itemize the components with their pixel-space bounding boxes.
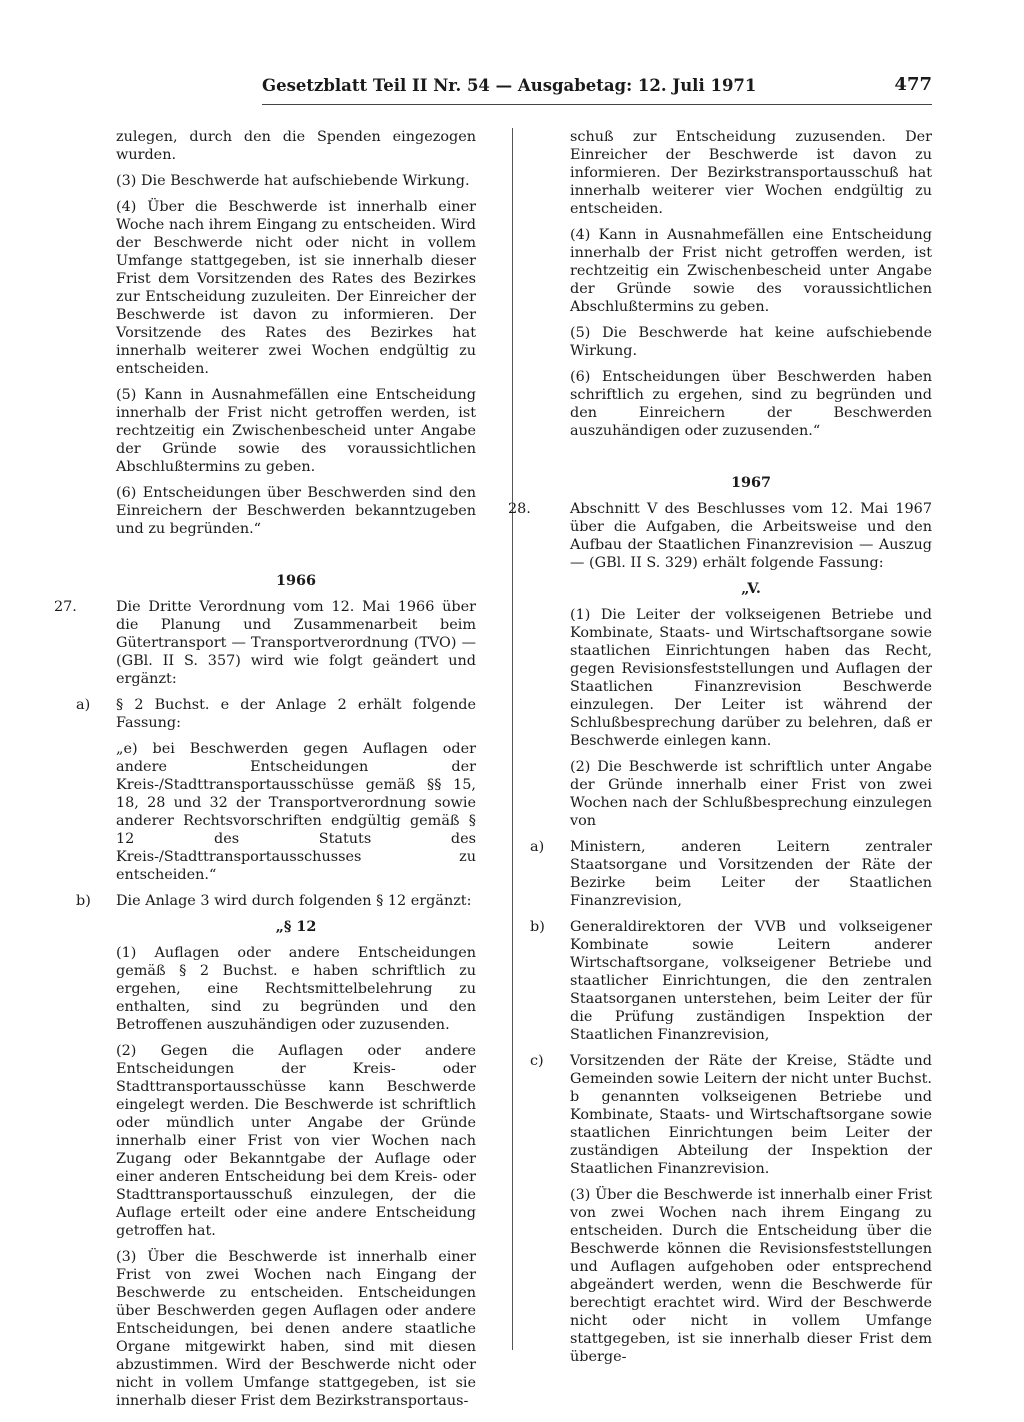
year-heading: 1966 [275,572,317,589]
list-item [54,598,476,688]
sub-item-b [76,892,476,910]
paragraph: (4) Kann in Ausnahmefällen eine Entscheidung innerhalb der Frist nicht getroffen werden, ist rechtzeitig ein Zwischenbescheid unter Angabe der Gründe sowie des voraussichtlichen Abschlußtermins zu geben. [570,227,932,315]
left-column [54,128,476,1418]
section-heading: „§ 12 [275,918,317,935]
paragraph: (3) Über die Beschwerde ist innerhalb einer Frist von zwei Wochen nach ihrem Eingang zu entscheiden. Durch die Entscheidung über die Beschwerde können die Revisionsfeststellungen und Auflagen aufgehoben oder entsprechend abgeändert werden, wenn die Beschwerde für berechtigt erachtet wird. Wird der Beschwerde nicht oder nicht in vollem Umfange stattgegeben, ist sie innerhalb dieser Frist dem überge- [570,1187,932,1365]
paragraph: (1) Auflagen oder andere Entscheidungen gemäß § 2 Buchst. e haben schriftlich zu ergehen, eine Rechtsmittelbelehrung zu enthalten, sind zu begründen und den Betroffenen auszuhändigen oder zuzusenden. [116,945,476,1033]
paragraph: (3) Über die Beschwerde ist innerhalb einer Frist von zwei Wochen nach Eingang der Beschwerde zu entscheiden. Entscheidungen über Beschwerden gegen Auflagen oder andere Entscheidungen, bei denen andere staatliche Organe mitgewirkt haben, sind mit diesen abzustimmen. Wird der Beschwerde nicht oder nicht in vollem Umfange stattgegeben, ist sie innerhalb dieser Frist dem Bezirkstransportaus- [116,1249,476,1409]
sub-label: a) [76,697,91,713]
gazette-title: Gesetzblatt Teil II Nr. 54 — Ausgabetag: 12. Juli 1971 [262,76,757,95]
sub-text: Die Anlage 3 wird durch folgenden § 12 ergänzt: [116,893,472,909]
paragraph: (6) Entscheidungen über Beschwerden sind den Einreichern der Beschwerden bekanntzugeben und zu begründen.“ [116,485,476,537]
item-number: 28. [508,501,531,517]
sub-text: Vorsitzenden der Räte der Kreise, Städte und Gemeinden sowie Leitern der nicht unter Buchst. b genannten volkseigenen Betriebe und Kombinate, Staats- und Wirtschaftsorgane sowie staatlichen Einrichtungen beim Leiter der zuständigen Abteilung der Inspektion der Staatlichen Finanzrevision. [570,1053,932,1177]
paragraph: (2) Gegen die Auflagen oder andere Entscheidungen der Kreis- oder Stadttransportausschüsse kann Beschwerde eingelegt werden. Die Beschwerde ist schriftlich oder mündlich unter Angabe der Gründe innerhalb einer Frist von vier Wochen nach Zugang oder Bekanntgabe der Auflage oder einer anderen Entscheidung bei dem Kreis- oder Stadttransportausschuß einzulegen, der die Auflage erteilt oder eine andere Entscheidung getroffen hat. [116,1043,476,1239]
sub-label: b) [76,893,91,909]
page-number: 477 [894,74,932,95]
sub-item-b [530,918,932,1044]
paragraph: (5) Kann in Ausnahmefällen eine Entscheidung innerhalb der Frist nicht getroffen werden, ist rechtzeitig ein Zwischenbescheid unter Angabe der Gründe sowie des voraussichtlichen Abschlußtermins zu geben. [116,387,476,475]
paragraph: (6) Entscheidungen über Beschwerden haben schriftlich zu ergehen, sind zu begründen und den Einreichern der Beschwerden auszuhändigen oder zuzusenden.“ [570,369,932,439]
paragraph: (4) Über die Beschwerde ist innerhalb einer Woche nach ihrem Eingang zu entscheiden. Wird der Beschwerde nicht oder nicht in vollem Umfange stattgegeben, ist sie innerhalb dieser Frist dem Vorsitzenden des Rates des Bezirkes zur Entscheidung zuzuleiten. Der Einreicher der Beschwerde ist davon zu informieren. Der Vorsitzende des Rates des Bezirkes hat innerhalb weiterer zwei Wochen endgültig zu entscheiden. [116,199,476,377]
column-divider [512,128,513,1350]
paragraph: (2) Die Beschwerde ist schriftlich unter Angabe der Gründe innerhalb einer Frist von zwei Wochen nach der Schlußbesprechung einzulegen von [570,759,932,829]
sub-text: § 2 Buchst. e der Anlage 2 erhält folgende Fassung: [116,697,476,731]
paragraph: (3) Die Beschwerde hat aufschiebende Wirkung. [116,173,470,189]
paragraph: (1) Die Leiter der volkseigenen Betriebe und Kombinate, Staats- und Wirtschaftsorgane sowie staatlichen Einrichtungen haben das Recht, gegen Revisionsfeststellungen und Auflagen der Staatlichen Finanzrevision Beschwerde einzulegen. Der Leiter ist während der Schlußbesprechung darüber zu belehren, daß er Beschwerde einlegen kann. [570,607,932,749]
page-header [262,74,932,104]
sub-text: Ministern, anderen Leitern zentraler Staatsorgane und Vorsitzenden der Räte der Bezirke beim Leiter der Staatlichen Finanzrevision, [570,839,932,909]
sub-item-a [76,696,476,884]
sub-label: a) [530,839,545,855]
paragraph: schuß zur Entscheidung zuzusenden. Der Einreicher der Beschwerde ist davon zu informieren. Der Bezirkstransportausschuß hat innerhalb weiterer vier Wochen endgültig zu entscheiden. [570,129,932,217]
item-number: 27. [54,599,77,615]
list-item [508,500,932,572]
sub-label: b) [530,919,545,935]
sub-text: Generaldirektoren der VVB und volkseigener Kombinate sowie Leitern anderer Wirtschaftsorgane, volkseigener Betriebe und staatlicher Einrichtungen, die den zentralen Staatsorganen unterstehen, beim Leiter der für die Prüfung zuständigen Inspektion der Staatlichen Finanzrevision, [570,919,932,1043]
year-heading: 1967 [730,474,772,491]
sub-item-a [530,838,932,910]
paragraph: (5) Die Beschwerde hat keine aufschiebende Wirkung. [570,325,932,359]
right-column [508,128,932,1374]
item-text: Abschnitt V des Beschlusses vom 12. Mai 1967 über die Aufgaben, die Arbeitsweise und den Aufbau der Staatlichen Finanzrevision — Auszug — (GBl. II S. 329) erhält folgende Fassung: [570,501,932,571]
paragraph: zulegen, durch den die Spenden eingezogen wurden. [116,129,476,163]
section-heading: „V. [741,580,761,597]
header-rule [262,104,932,105]
sub-label: c) [530,1053,544,1069]
sub-item-c [530,1052,932,1178]
item-text: Die Dritte Verordnung vom 12. Mai 1966 über die Planung und Zusammenarbeit beim Gütertransport — Transportverordnung (TVO) — (GBl. II S. 357) wird wie folgt geändert und ergänzt: [116,599,476,687]
quoted-text: „e) bei Beschwerden gegen Auflagen oder andere Entscheidungen der Kreis-/Stadttransportausschüsse gemäß §§ 15, 18, 28 und 32 der Transportverordnung sowie anderer Rechtsvorschriften endgültig gemäß § 12 des Statuts des Kreis-/Stadttransportausschusses zu entscheiden.“ [116,741,476,883]
